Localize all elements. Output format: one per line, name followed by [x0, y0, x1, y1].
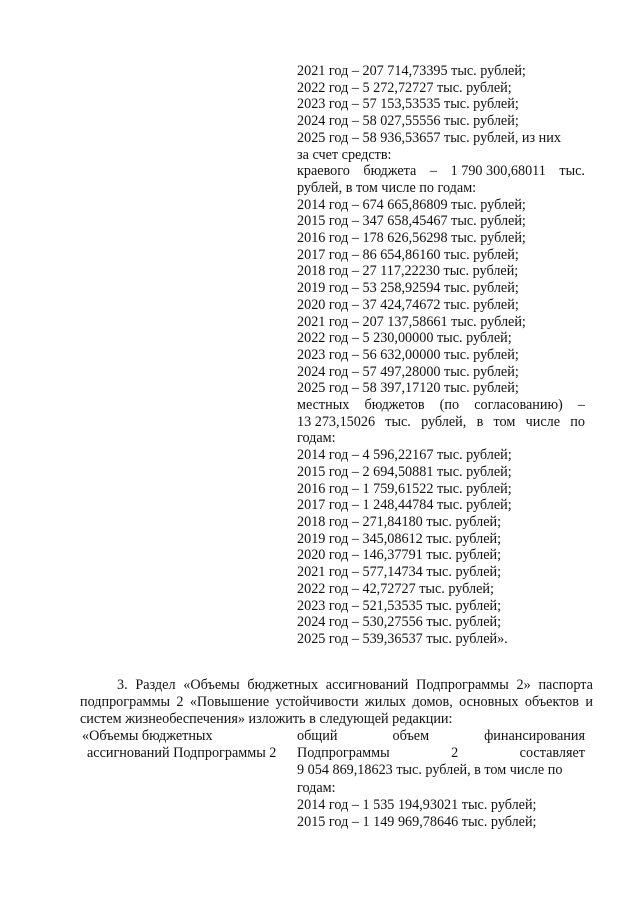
financing-column-top: [297, 63, 585, 648]
label-line: ассигнований Подпрограммы 2: [87, 745, 277, 761]
word: согласованию): [474, 397, 563, 414]
word: Подпрограммы: [416, 677, 509, 693]
local-year-line: 2019 год – 345,08612 тыс. рублей;: [297, 530, 502, 547]
text-line: 2021 год – 207 714,73395 тыс. рублей;: [297, 63, 526, 79]
text-line: 2025 год – 58 936,53657 тыс. рублей, из них: [297, 129, 561, 146]
label-line: «Объемы бюджетных: [82, 728, 213, 744]
year-line: 2015 год – 1 149 969,78646 тыс. рублей;: [297, 814, 537, 831]
regional-year-line: 2019 год – 53 258,92594 тыс. рублей;: [297, 280, 519, 297]
word: –: [577, 397, 585, 414]
table-row-label: [80, 728, 280, 762]
word: в: [476, 413, 484, 430]
total-financing-line: [297, 728, 585, 745]
local-year-line: 2014 год – 4 596,22167 тыс. рублей;: [297, 447, 512, 464]
text-line: 2022 год – 5 272,72727 тыс. рублей;: [297, 79, 512, 96]
text-line: рублей, в том числе по годам:: [297, 179, 477, 196]
local-year-line: 2022 год – 42,72727 тыс. рублей;: [297, 580, 494, 597]
word: (по: [439, 397, 460, 414]
regional-year-line: 2021 год – 207 137,58661 тыс. рублей;: [297, 313, 526, 330]
word: бюджетных: [247, 677, 319, 693]
word: ассигнований: [325, 677, 409, 693]
word: подпрограммы: [80, 694, 170, 710]
regional-year-line: 2025 год – 58 397,17120 тыс. рублей;: [297, 380, 519, 397]
regional-budget-line: [297, 163, 585, 180]
word: 2: [176, 694, 184, 710]
word: объем: [392, 728, 430, 744]
text-line: 9 054 869,18623 тыс. рублей, в том числе по: [297, 762, 563, 779]
financing-column-bottom: [297, 728, 585, 831]
word: общий: [297, 728, 338, 744]
paragraph-line: [80, 694, 593, 711]
word: том: [493, 413, 516, 430]
local-year-line: 2023 год – 521,53535 тыс. рублей;: [297, 597, 502, 614]
word: бюджета: [363, 163, 417, 180]
word: тыс.: [385, 413, 411, 430]
word: рублей,: [421, 413, 467, 430]
section-3-paragraph: [80, 677, 593, 728]
word: жилых: [364, 694, 407, 710]
regional-year-line: 2015 год – 347 658,45467 тыс. рублей;: [297, 213, 526, 230]
local-year-line: 2016 год – 1 759,61522 тыс. рублей;: [297, 480, 512, 497]
word: финансирования: [484, 728, 585, 744]
local-year-line: 2025 год – 539,36537 тыс. рублей».: [297, 630, 508, 647]
word: по: [570, 413, 585, 430]
word: «Повышение: [189, 694, 270, 710]
year-line: 2014 год – 1 535 194,93021 тыс. рублей;: [297, 796, 537, 813]
word: 1 790 300,68011: [450, 163, 546, 180]
local-year-line: 2020 год – 146,37791 тыс. рублей;: [297, 547, 502, 564]
text-line: за счет средств:: [297, 146, 392, 163]
regional-year-line: 2017 год – 86 654,86160 тыс. рублей;: [297, 246, 519, 263]
text-line: годам:: [297, 779, 336, 796]
local-year-line: 2017 год – 1 248,44784 тыс. рублей;: [297, 497, 512, 514]
text-line: 2024 год – 58 027,55556 тыс. рублей;: [297, 113, 519, 130]
regional-year-line: 2024 год – 57 497,28000 тыс. рублей;: [297, 363, 519, 380]
word: основных: [459, 694, 519, 710]
word: бюджетов: [364, 397, 425, 414]
local-budget-line: [297, 397, 585, 414]
word: паспорта: [538, 677, 593, 693]
word: составляет: [519, 745, 585, 762]
local-year-line: 2021 год – 577,14734 тыс. рублей;: [297, 564, 502, 581]
regional-year-line: 2016 год – 178 626,56298 тыс. рублей;: [297, 230, 526, 247]
text-line: 2023 год – 57 153,53535 тыс. рублей;: [297, 96, 519, 113]
word: местных: [297, 397, 350, 414]
word: тыс.: [559, 163, 585, 180]
word: объектов: [524, 694, 579, 710]
word: Раздел: [135, 677, 176, 693]
total-financing-line: [297, 745, 585, 762]
regional-year-line: 2022 год – 5 230,00000 тыс. рублей;: [297, 330, 512, 347]
word: 13 273,15026: [297, 413, 376, 430]
local-year-line: 2024 год – 530,27556 тыс. рублей;: [297, 614, 502, 631]
regional-year-line: 2020 год – 37 424,74672 тыс. рублей;: [297, 296, 519, 313]
local-budget-total-line: [297, 414, 585, 431]
word: «Объемы: [183, 677, 240, 693]
word: и: [585, 694, 593, 710]
word: –: [429, 163, 437, 180]
regional-year-line: 2023 год – 56 632,00000 тыс. рублей;: [297, 346, 519, 363]
regional-year-line: 2018 год – 27 117,22230 тыс. рублей;: [297, 263, 519, 280]
text-line: годам:: [297, 430, 336, 447]
word: Подпрограммы: [297, 745, 390, 762]
word: домов,: [412, 694, 453, 710]
word: числе: [525, 413, 560, 430]
word: краевого: [297, 163, 350, 180]
word: устойчивости: [275, 694, 359, 710]
local-year-line: 2015 год – 2 694,50881 тыс. рублей;: [297, 463, 512, 480]
paragraph-line: систем жизнеобеспечения» изложить в следующей редакции:: [80, 711, 453, 727]
regional-year-line: 2014 год – 674 665,86809 тыс. рублей;: [297, 196, 526, 213]
word: 3.: [117, 677, 128, 693]
local-year-line: 2018 год – 271,84180 тыс. рублей;: [297, 513, 502, 530]
paragraph-line: [80, 677, 593, 694]
word: 2: [451, 745, 459, 762]
word: 2»: [516, 677, 531, 693]
